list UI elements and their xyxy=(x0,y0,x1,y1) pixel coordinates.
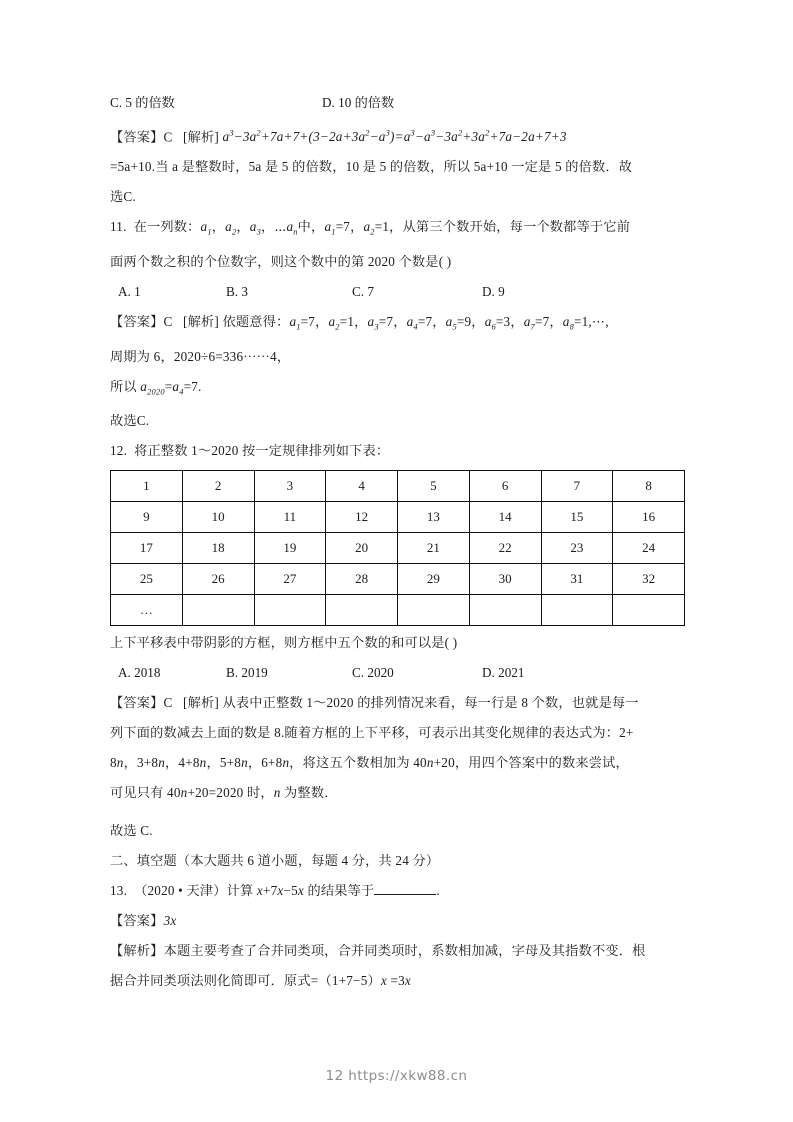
q12-stem-text: 将正整数 1～2020 按一定规律排列如下表： xyxy=(134,443,390,459)
q10-analysis-math: $a^3-3a^2+7a+7+(3-2a+3a^2-a^3)=a^3-a^3-3a^2+3a^2+7a-2a+7+3$ xyxy=(222,128,567,145)
table-cell xyxy=(541,595,613,626)
table-cell: 26 xyxy=(182,564,254,595)
q12-options-row xyxy=(110,658,685,688)
footer-watermark: 12 https://xkw88.cn xyxy=(325,1068,468,1084)
q12-analysis-line3: 8n，3+8n，4+8n，5+8n，6+8n，将这五个数相加为 40n+20，用四个答案中的数来尝试， xyxy=(110,755,629,771)
q10-analysis-label: [解析] xyxy=(183,129,220,145)
table-cell xyxy=(182,595,254,626)
q11-a2020-term: $a_{2020}$ xyxy=(140,378,165,397)
q12-option-d[interactable]: D. 2021 xyxy=(482,665,525,681)
q12-conclusion: 故选 C. xyxy=(110,823,153,839)
q13-analysis-text1: 本题主要考查了合并同类项，合并同类项时，系数相加减，字母及其指数不变．根 xyxy=(163,943,646,959)
table-cell: 11 xyxy=(254,502,326,533)
q12-answer-analysis-line1 xyxy=(110,688,685,718)
q11-option-d[interactable]: D. 9 xyxy=(482,284,505,300)
q13-answer-line xyxy=(110,906,685,936)
q10-analysis-line3: 选C. xyxy=(110,189,136,205)
table-cell: 3 xyxy=(254,471,326,502)
table-cell xyxy=(613,595,685,626)
table-cell xyxy=(469,595,541,626)
table-cell: 19 xyxy=(254,533,326,564)
q10-options-row xyxy=(110,88,685,118)
table-row xyxy=(111,471,685,502)
table-cell: 1 xyxy=(111,471,183,502)
table-cell: 7 xyxy=(541,471,613,502)
q13-stem-after-blank: . xyxy=(436,883,440,899)
q10-option-d[interactable]: D. 10 的倍数 xyxy=(322,95,395,110)
q13-answer-value: 3x xyxy=(163,913,177,929)
q13-analysis-line2: 据合并同类项法则化简即可．原式=（1+7−5）x =3x xyxy=(110,973,411,989)
table-cell: 17 xyxy=(111,533,183,564)
q12-analysis-line4: 可见只有 40n+20=2020 时，n 为整数． xyxy=(110,785,338,801)
table-cell: 9 xyxy=(111,502,183,533)
q13-answer-label: 【答案】 xyxy=(110,913,164,929)
q11-option-c[interactable]: C. 7 xyxy=(352,284,374,300)
table-cell: 16 xyxy=(613,502,685,533)
q13-stem-text: （2020 • 天津）计算 x+7x−5x 的结果等于 xyxy=(134,883,375,899)
q12-analysis-line2: 列下面的数减去上面的数是 8.随着方框的上下平移，可表示出其变化规律的表达式为：2+ xyxy=(110,725,634,741)
table-cell xyxy=(398,595,470,626)
table-cell-ellipsis: … xyxy=(111,595,183,626)
table-cell: 13 xyxy=(398,502,470,533)
table-cell: 24 xyxy=(613,533,685,564)
table-cell: 8 xyxy=(613,471,685,502)
table-cell: 2 xyxy=(182,471,254,502)
q11-option-b[interactable]: B. 3 xyxy=(226,284,248,300)
table-cell: 20 xyxy=(326,533,398,564)
table-cell: 31 xyxy=(541,564,613,595)
table-cell: 4 xyxy=(326,471,398,502)
table-row xyxy=(111,564,685,595)
q12-analysis-text1: 从表中正整数 1～2020 的排列情况来看，每一行是 8 个数，也就是每一 xyxy=(222,695,639,711)
q10-answer-label: 【答案】C xyxy=(110,129,173,145)
q11-stem-text1: 在一列数：$a_1$，$a_2$，$a_3$，$\cdots a_n$中，$a_1=7$，$a_2=1$，从第三个数开始，每一个数都等于它前 xyxy=(133,219,631,238)
q11-analysis-line2: 周期为 6，2020÷6=336⋯⋯4， xyxy=(110,348,291,364)
table-cell: 18 xyxy=(182,533,254,564)
table-row xyxy=(111,502,685,533)
q12-option-a[interactable]: A. 2018 xyxy=(118,665,161,681)
table-cell: 28 xyxy=(326,564,398,595)
table-cell: 27 xyxy=(254,564,326,595)
q12-answer-label: 【答案】C xyxy=(110,695,173,711)
table-cell: 12 xyxy=(326,502,398,533)
q12-option-b[interactable]: B. 2019 xyxy=(226,665,268,681)
q13-analysis-line1 xyxy=(110,936,685,966)
q13-answer-blank[interactable] xyxy=(374,883,436,895)
number-arrangement-table xyxy=(110,470,685,626)
table-row xyxy=(111,533,685,564)
q12-analysis-label: [解析] xyxy=(183,695,220,711)
q11-answer-analysis-line1 xyxy=(110,307,685,342)
q11-a4-term: $a_4$ xyxy=(172,378,184,397)
q13-stem-line xyxy=(110,876,685,906)
q12-option-c[interactable]: C. 2020 xyxy=(352,665,394,681)
table-cell: 5 xyxy=(398,471,470,502)
q10-analysis-line2: =5a+10.当 a 是整数时，5a 是 5 的倍数，10 是 5 的倍数，所以 5a+10 一定是 5 的倍数．故 xyxy=(110,159,633,175)
table-cell: 25 xyxy=(111,564,183,595)
q11-analysis-label: [解析] xyxy=(183,314,220,330)
table-cell: 6 xyxy=(469,471,541,502)
q11-answer-label: 【答案】C xyxy=(110,314,173,330)
q11-stem-line2: 面两个数之积的个位数字，则这个数中的第 2020 个数是( ) xyxy=(110,254,452,270)
q13-analysis-label: 【解析】 xyxy=(110,943,164,959)
q10-option-c[interactable]: C. 5 的倍数 xyxy=(110,95,175,110)
q10-answer-analysis-line1 xyxy=(110,118,685,152)
q11-analysis-line4: 故选C. xyxy=(110,413,150,429)
q11-stem-line1 xyxy=(110,212,685,247)
table-cell: 21 xyxy=(398,533,470,564)
table-cell: 30 xyxy=(469,564,541,595)
table-cell: 15 xyxy=(541,502,613,533)
spacer xyxy=(110,808,685,816)
table-row xyxy=(111,595,685,626)
q11-analysis-line3: 所以 $a_{2020}=a_4=7$. xyxy=(110,378,202,397)
table-cell: 29 xyxy=(398,564,470,595)
table-cell: 23 xyxy=(541,533,613,564)
q12-stem-line xyxy=(110,436,685,466)
table-cell: 14 xyxy=(469,502,541,533)
q12-number: 12. xyxy=(110,443,128,459)
q11-options-row xyxy=(110,277,685,307)
q13-number: 13. xyxy=(110,883,128,899)
q11-number: 11. xyxy=(110,219,127,235)
q11-option-a[interactable]: A. 1 xyxy=(118,284,141,300)
table-body xyxy=(111,471,685,626)
table-cell: 32 xyxy=(613,564,685,595)
table-cell xyxy=(326,595,398,626)
table-cell: 22 xyxy=(469,533,541,564)
document-content xyxy=(110,88,685,996)
q11-analysis-text1: 依题意得：$a_1=7$，$a_2=1$，$a_3=7$，$a_4=7$，$a_5=9$，$a_6=3$，$a_7=7$，$a_8=1,\cdots$, xyxy=(222,314,609,332)
section2-heading: 二、填空题（本大题共 6 道小题，每题 4 分，共 24 分） xyxy=(110,853,440,869)
table-cell xyxy=(254,595,326,626)
q12-stem-after-table: 上下平移表中带阴影的方框，则方框中五个数的和可以是( ) xyxy=(110,635,458,651)
table-cell: 10 xyxy=(182,502,254,533)
